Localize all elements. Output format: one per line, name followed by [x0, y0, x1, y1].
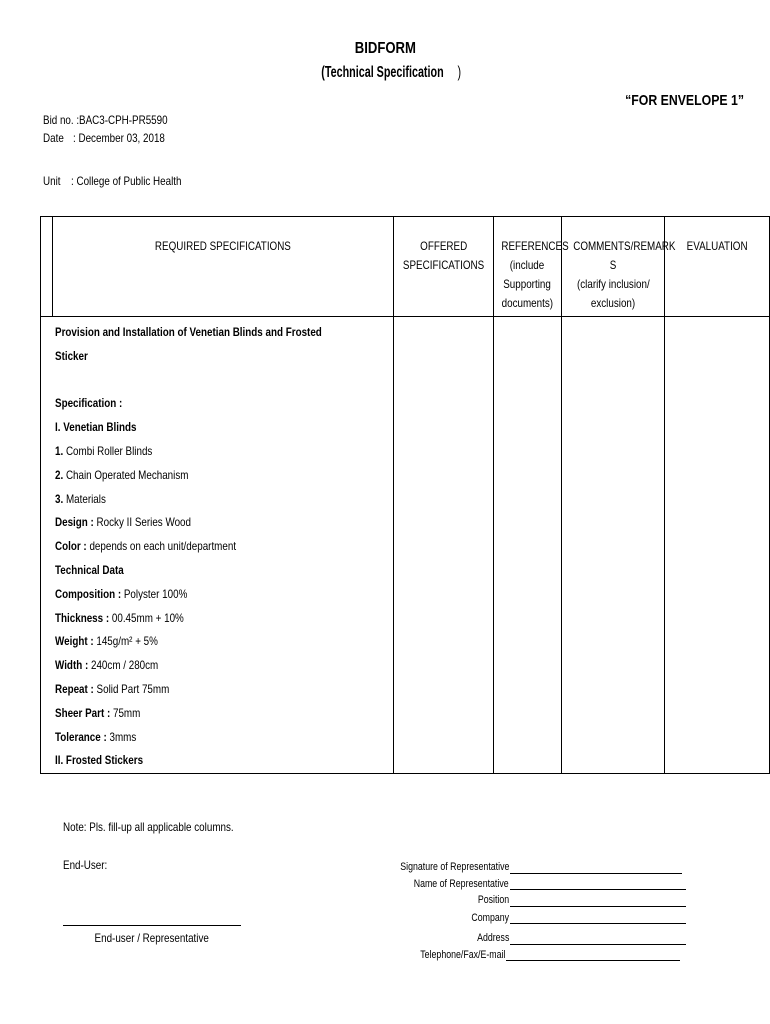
- note-text: Note: Pls. fill-up all applicable columns.: [63, 820, 234, 834]
- position-line[interactable]: [510, 906, 686, 907]
- end-user-label: End-User:: [63, 858, 108, 872]
- name-row: [300, 878, 509, 892]
- header-comments-remarks: COMMENTS/REMARK S (clarify inclusion/ exclusion): [562, 217, 665, 317]
- unit-row: [43, 174, 343, 190]
- bid-number-row: [43, 113, 343, 129]
- telephone-label: Telephone/Fax/E-mail: [419, 949, 505, 961]
- bid-number-value: BAC3-CPH-PR5590: [79, 113, 168, 127]
- page-subtitle: (Technical Specification ): [321, 64, 462, 81]
- address-label: Address: [476, 932, 509, 944]
- signature-row: [300, 861, 509, 875]
- signature-label: Signature of Representative: [399, 861, 509, 873]
- unit-label: Unit: [43, 174, 61, 188]
- name-label: Name of Representative: [414, 878, 509, 890]
- table-header-row: [41, 217, 770, 317]
- address-line[interactable]: [510, 944, 686, 945]
- unit-value: : College of Public Health: [71, 174, 182, 188]
- position-row: [300, 894, 509, 908]
- evaluation-cell: [665, 317, 770, 774]
- company-label: Company: [471, 912, 509, 924]
- name-line[interactable]: [510, 889, 686, 890]
- company-row: [300, 912, 509, 926]
- end-user-signature-line: [63, 925, 241, 926]
- header-offered-specifications: OFFERED SPECIFICATIONS: [394, 217, 494, 317]
- bid-number-label: Bid no. :: [43, 113, 80, 127]
- envelope-label: “FOR ENVELOPE 1”: [625, 92, 744, 109]
- margin-cell: [41, 217, 53, 317]
- references-cell: [494, 317, 562, 774]
- specification-table: [40, 216, 770, 774]
- position-label: Position: [477, 894, 509, 906]
- date-label: Date: [43, 131, 64, 145]
- table-body-row: [41, 317, 770, 774]
- address-row: [300, 932, 509, 946]
- comments-remarks-cell: [562, 317, 665, 774]
- telephone-line[interactable]: [506, 960, 680, 961]
- date-row: [43, 131, 343, 147]
- signature-line[interactable]: [510, 873, 682, 874]
- header-required-specifications: REQUIRED SPECIFICATIONS: [53, 217, 394, 317]
- end-user-representative-label: End-user / Representative: [94, 931, 210, 945]
- required-specifications-cell: Provision and Installation of Venetian Blinds and Frosted Sticker Specification : I. Venetian Blinds 1. Combi Roller Blinds 2. Chain Operated Mechanism 3. Materials Design : Rocky II Series Wood Color : depends on each unit/department Technical Data Composition : Polyster 100% Thickness : 00.45mm + 10% Weight : 145g/m² + 5% Width : 240cm / 280cm Repeat : Solid Part 75mm Sheer Part : 75mm Tolerance : 3mms II. Frosted Stickers: [41, 317, 394, 774]
- telephone-row: [300, 949, 505, 963]
- header-references: REFERENCES (include Supporting documents): [494, 217, 562, 317]
- company-line[interactable]: [510, 923, 686, 924]
- date-value: : December 03, 2018: [73, 131, 165, 145]
- header-evaluation: EVALUATION: [665, 217, 770, 317]
- offered-specifications-cell: [394, 317, 494, 774]
- page-title: BIDFORM: [354, 40, 416, 57]
